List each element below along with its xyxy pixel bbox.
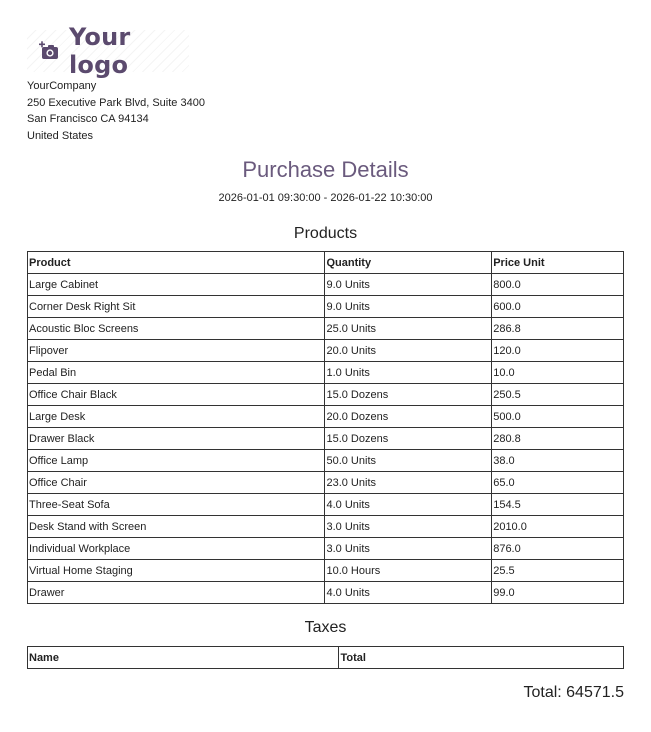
table-row	[28, 450, 624, 472]
cell-product: Drawer Black	[28, 428, 325, 450]
company-logo	[27, 23, 189, 79]
cell-price-unit: 2010.0	[492, 516, 624, 538]
cell-price-unit: 250.5	[492, 384, 624, 406]
taxes-table	[27, 646, 624, 669]
table-row	[28, 340, 624, 362]
cell-quantity: 20.0 Dozens	[325, 406, 492, 428]
cell-product: Corner Desk Right Sit	[28, 296, 325, 318]
table-row	[28, 494, 624, 516]
cell-quantity: 9.0 Units	[325, 274, 492, 296]
cell-price-unit: 600.0	[492, 296, 624, 318]
cell-quantity: 3.0 Units	[325, 538, 492, 560]
table-row	[28, 362, 624, 384]
cell-quantity: 3.0 Units	[325, 516, 492, 538]
cell-product: Acoustic Bloc Screens	[28, 318, 325, 340]
cell-product: Flipover	[28, 340, 325, 362]
table-row	[28, 582, 624, 604]
products-section-title: Products	[293, 225, 358, 242]
products-table-body	[28, 274, 624, 604]
table-row	[28, 560, 624, 582]
camera-plus-icon	[39, 41, 59, 61]
cell-price-unit: 500.0	[492, 406, 624, 428]
cell-product: Desk Stand with Screen	[28, 516, 325, 538]
products-table	[27, 251, 624, 604]
table-row	[28, 472, 624, 494]
cell-price-unit: 65.0	[492, 472, 624, 494]
cell-product: Office Chair	[28, 472, 325, 494]
cell-quantity: 4.0 Units	[325, 582, 492, 604]
cell-quantity: 9.0 Units	[325, 296, 492, 318]
table-row	[28, 538, 624, 560]
cell-product: Large Desk	[28, 406, 325, 428]
cell-quantity: 25.0 Units	[325, 318, 492, 340]
cell-quantity: 1.0 Units	[325, 362, 492, 384]
company-name: YourCompany	[27, 80, 97, 92]
cell-price-unit: 38.0	[492, 450, 624, 472]
cell-product: Pedal Bin	[28, 362, 325, 384]
cell-quantity: 15.0 Dozens	[325, 384, 492, 406]
cell-product: Office Chair Black	[28, 384, 325, 406]
table-row	[28, 406, 624, 428]
column-header-total: Total	[339, 647, 624, 669]
column-header-name: Name	[28, 647, 339, 669]
cell-product: Three-Seat Sofa	[28, 494, 325, 516]
date-range: 2026-01-01 09:30:00 - 2026-01-22 10:30:00	[218, 192, 433, 204]
cell-price-unit: 876.0	[492, 538, 624, 560]
table-row	[28, 274, 624, 296]
cell-product: Large Cabinet	[28, 274, 325, 296]
column-header-quantity: Quantity	[325, 252, 492, 274]
column-header-product: Product	[28, 252, 325, 274]
cell-quantity: 15.0 Dozens	[325, 428, 492, 450]
cell-quantity: 23.0 Units	[325, 472, 492, 494]
table-row	[28, 296, 624, 318]
table-row	[28, 516, 624, 538]
cell-product: Office Lamp	[28, 450, 325, 472]
table-row	[28, 384, 624, 406]
cell-price-unit: 280.8	[492, 428, 624, 450]
company-country: United States	[27, 129, 94, 142]
cell-price-unit: 286.8	[492, 318, 624, 340]
table-row	[28, 428, 624, 450]
cell-price-unit: 120.0	[492, 340, 624, 362]
company-city: San Francisco CA 94134	[27, 113, 149, 125]
cell-product: Individual Workplace	[28, 538, 325, 560]
company-address	[27, 78, 205, 144]
cell-product: Drawer	[28, 582, 325, 604]
cell-price-unit: 25.5	[492, 560, 624, 582]
cell-quantity: 4.0 Units	[325, 494, 492, 516]
cell-price-unit: 800.0	[492, 274, 624, 296]
table-row	[28, 318, 624, 340]
cell-price-unit: 10.0	[492, 362, 624, 384]
table-header-row	[28, 252, 624, 274]
cell-price-unit: 154.5	[492, 494, 624, 516]
column-header-price-unit: Price Unit	[492, 252, 624, 274]
cell-product: Virtual Home Staging	[28, 560, 325, 582]
cell-quantity: 50.0 Units	[325, 450, 492, 472]
grand-total: Total: 64571.5	[523, 684, 624, 701]
page-title: Purchase Details	[242, 157, 409, 182]
cell-quantity: 20.0 Units	[325, 340, 492, 362]
cell-price-unit: 99.0	[492, 582, 624, 604]
company-street: 250 Executive Park Blvd, Suite 3400	[27, 96, 205, 109]
table-header-row	[28, 647, 624, 669]
taxes-section-title: Taxes	[304, 619, 347, 636]
logo-text: Your logo	[69, 23, 131, 79]
cell-quantity: 10.0 Hours	[325, 560, 492, 582]
